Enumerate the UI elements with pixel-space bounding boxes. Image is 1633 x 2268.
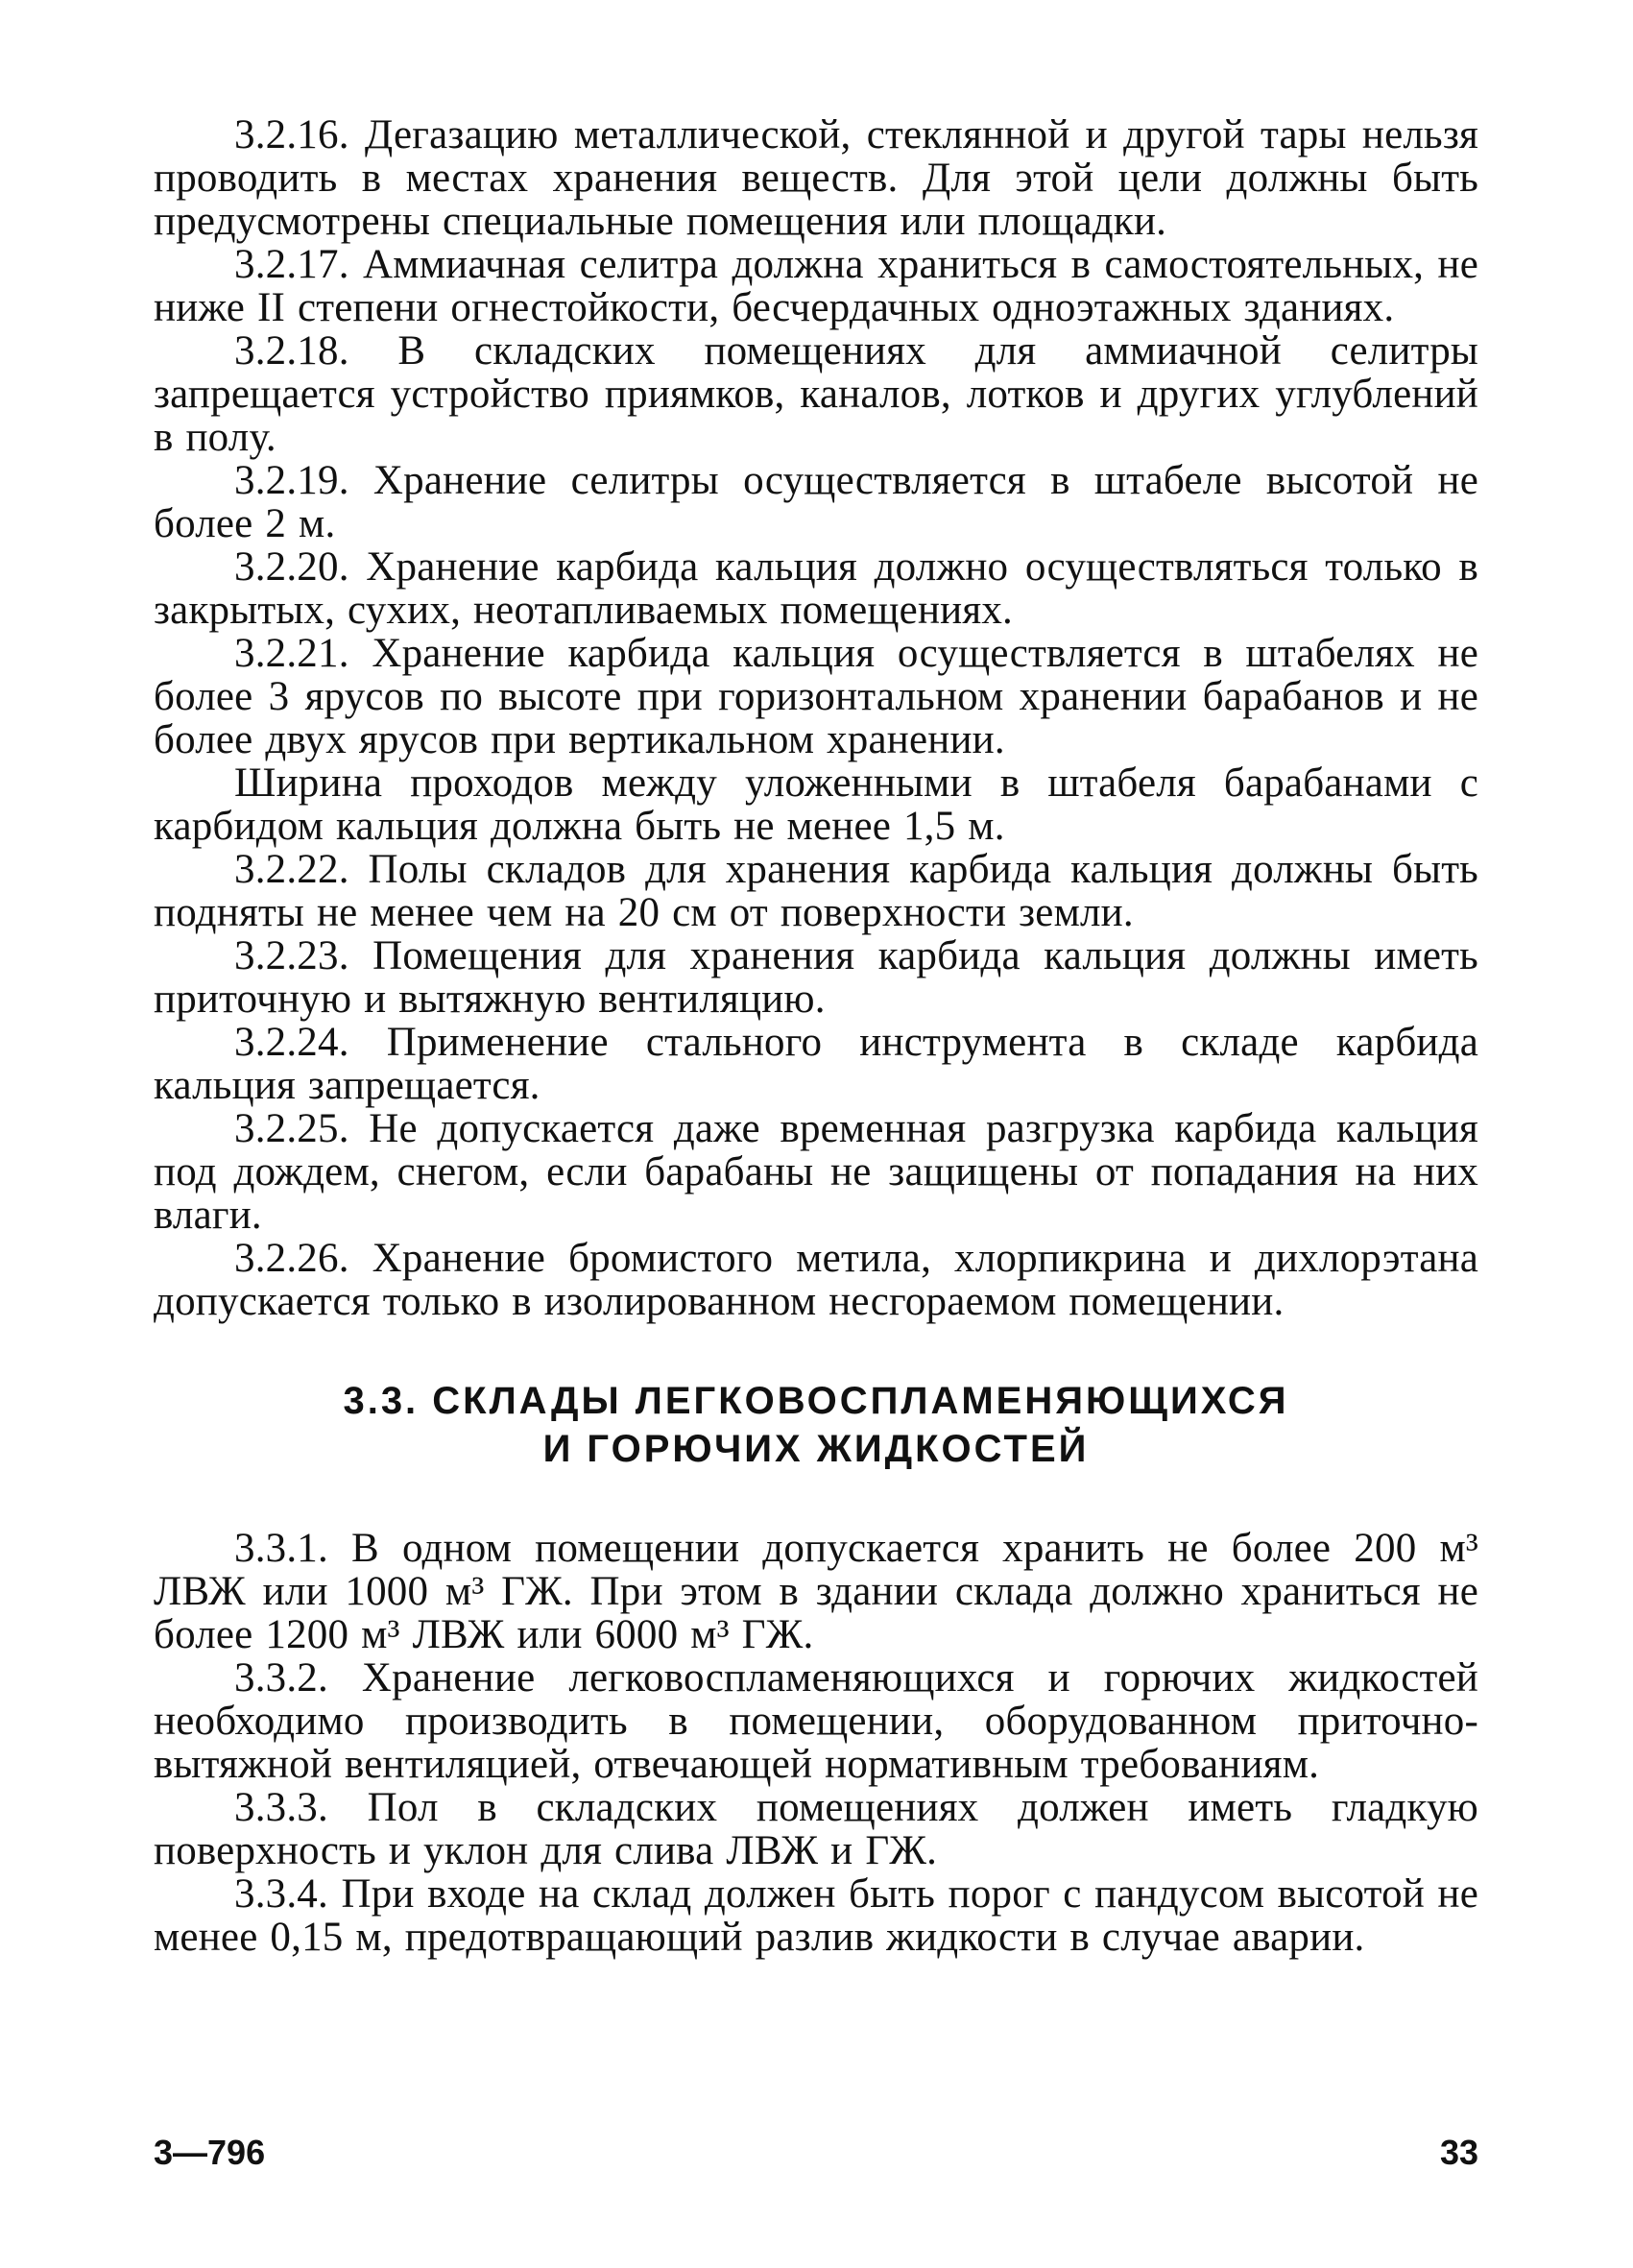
page-number: 33	[1439, 2133, 1478, 2172]
paragraph-3-2-26: 3.2.26. Хранение бромистого метила, хлорпикрина и дихлорэтана допускается только в изолированном несгораемом помещении.	[154, 1236, 1478, 1324]
section-heading	[154, 1377, 1478, 1473]
paragraph-3-2-24: 3.2.24. Применение стального инструмента в складе карбида кальция запрещается.	[154, 1020, 1478, 1108]
paragraph-3-2-18: 3.2.18. В складских помещениях для аммиачной селитры запрещается устройство приямков, каналов, лотков и других углублений в полу.	[154, 328, 1478, 460]
paragraph-3-3-2: 3.3.2. Хранение легковоспламеняющихся и горючих жидкостей необходимо производить в помещении, оборудованном приточно-вытяжной вентиляцией, отвечающей нормативным требованиям.	[154, 1655, 1478, 1787]
section-heading-line1: 3.3. СКЛАДЫ ЛЕГКОВОСПЛАМЕНЯЮЩИХСЯ	[343, 1380, 1289, 1422]
section-heading-line2: И ГОРЮЧИХ ЖИДКОСТЕЙ	[542, 1428, 1090, 1470]
paragraph-3-2-25: 3.2.25. Не допускается даже временная разгрузка карбида кальция под дождем, снегом, если барабаны не защищены от попадания на них влаги.	[154, 1106, 1478, 1238]
printer-signature: 3—796	[154, 2133, 266, 2172]
paragraph-3-2-23: 3.2.23. Помещения для хранения карбида кальция должны иметь приточную и вытяжную вентиляцию.	[154, 933, 1478, 1022]
text-column	[154, 113, 1478, 1959]
paragraph-3-3-4: 3.3.4. При входе на склад должен быть порог с пандусом высотой не менее 0,15 м, предотвращающий разлив жидкости в случае аварии.	[154, 1871, 1478, 1960]
paragraph-3-2-19: 3.2.19. Хранение селитры осуществляется в штабеле высотой не более 2 м.	[154, 458, 1478, 546]
paragraph-3-3-3: 3.3.3. Пол в складских помещениях должен иметь гладкую поверхность и уклон для слива ЛВЖ и ГЖ.	[154, 1785, 1478, 1873]
paragraph-3-2-17: 3.2.17. Аммиачная селитра должна храниться в самостоятельных, не ниже II степени огнестойкости, бесчердачных одноэтажных зданиях.	[154, 242, 1478, 330]
paragraph-3-2-20: 3.2.20. Хранение карбида кальция должно осуществляться только в закрытых, сухих, неотапливаемых помещениях.	[154, 544, 1478, 633]
paragraph-3-2-22: 3.2.22. Полы складов для хранения карбида кальция должны быть подняты не менее чем на 20 см от поверхности земли.	[154, 847, 1478, 935]
paragraph-passage-width: Ширина проходов между уложенными в штабеля барабанами с карбидом кальция должна быть не менее 1,5 м.	[154, 760, 1478, 849]
paragraph-3-2-21: 3.2.21. Хранение карбида кальция осуществляется в штабелях не более 3 ярусов по высоте при горизонтальном хранении барабанов и не более двух ярусов при вертикальном хранении.	[154, 631, 1478, 762]
paragraph-3-2-16: 3.2.16. Дегазацию металлической, стеклянной и другой тары нельзя проводить в местах хранения веществ. Для этой цели должны быть предусмотрены специальные помещения или площадки.	[154, 112, 1478, 244]
paragraph-3-3-1: 3.3.1. В одном помещении допускается хранить не более 200 м³ ЛВЖ или 1000 м³ ГЖ. При этом в здании склада должно храниться не более 1200 м³ ЛВЖ или 6000 м³ ГЖ.	[154, 1526, 1478, 1657]
